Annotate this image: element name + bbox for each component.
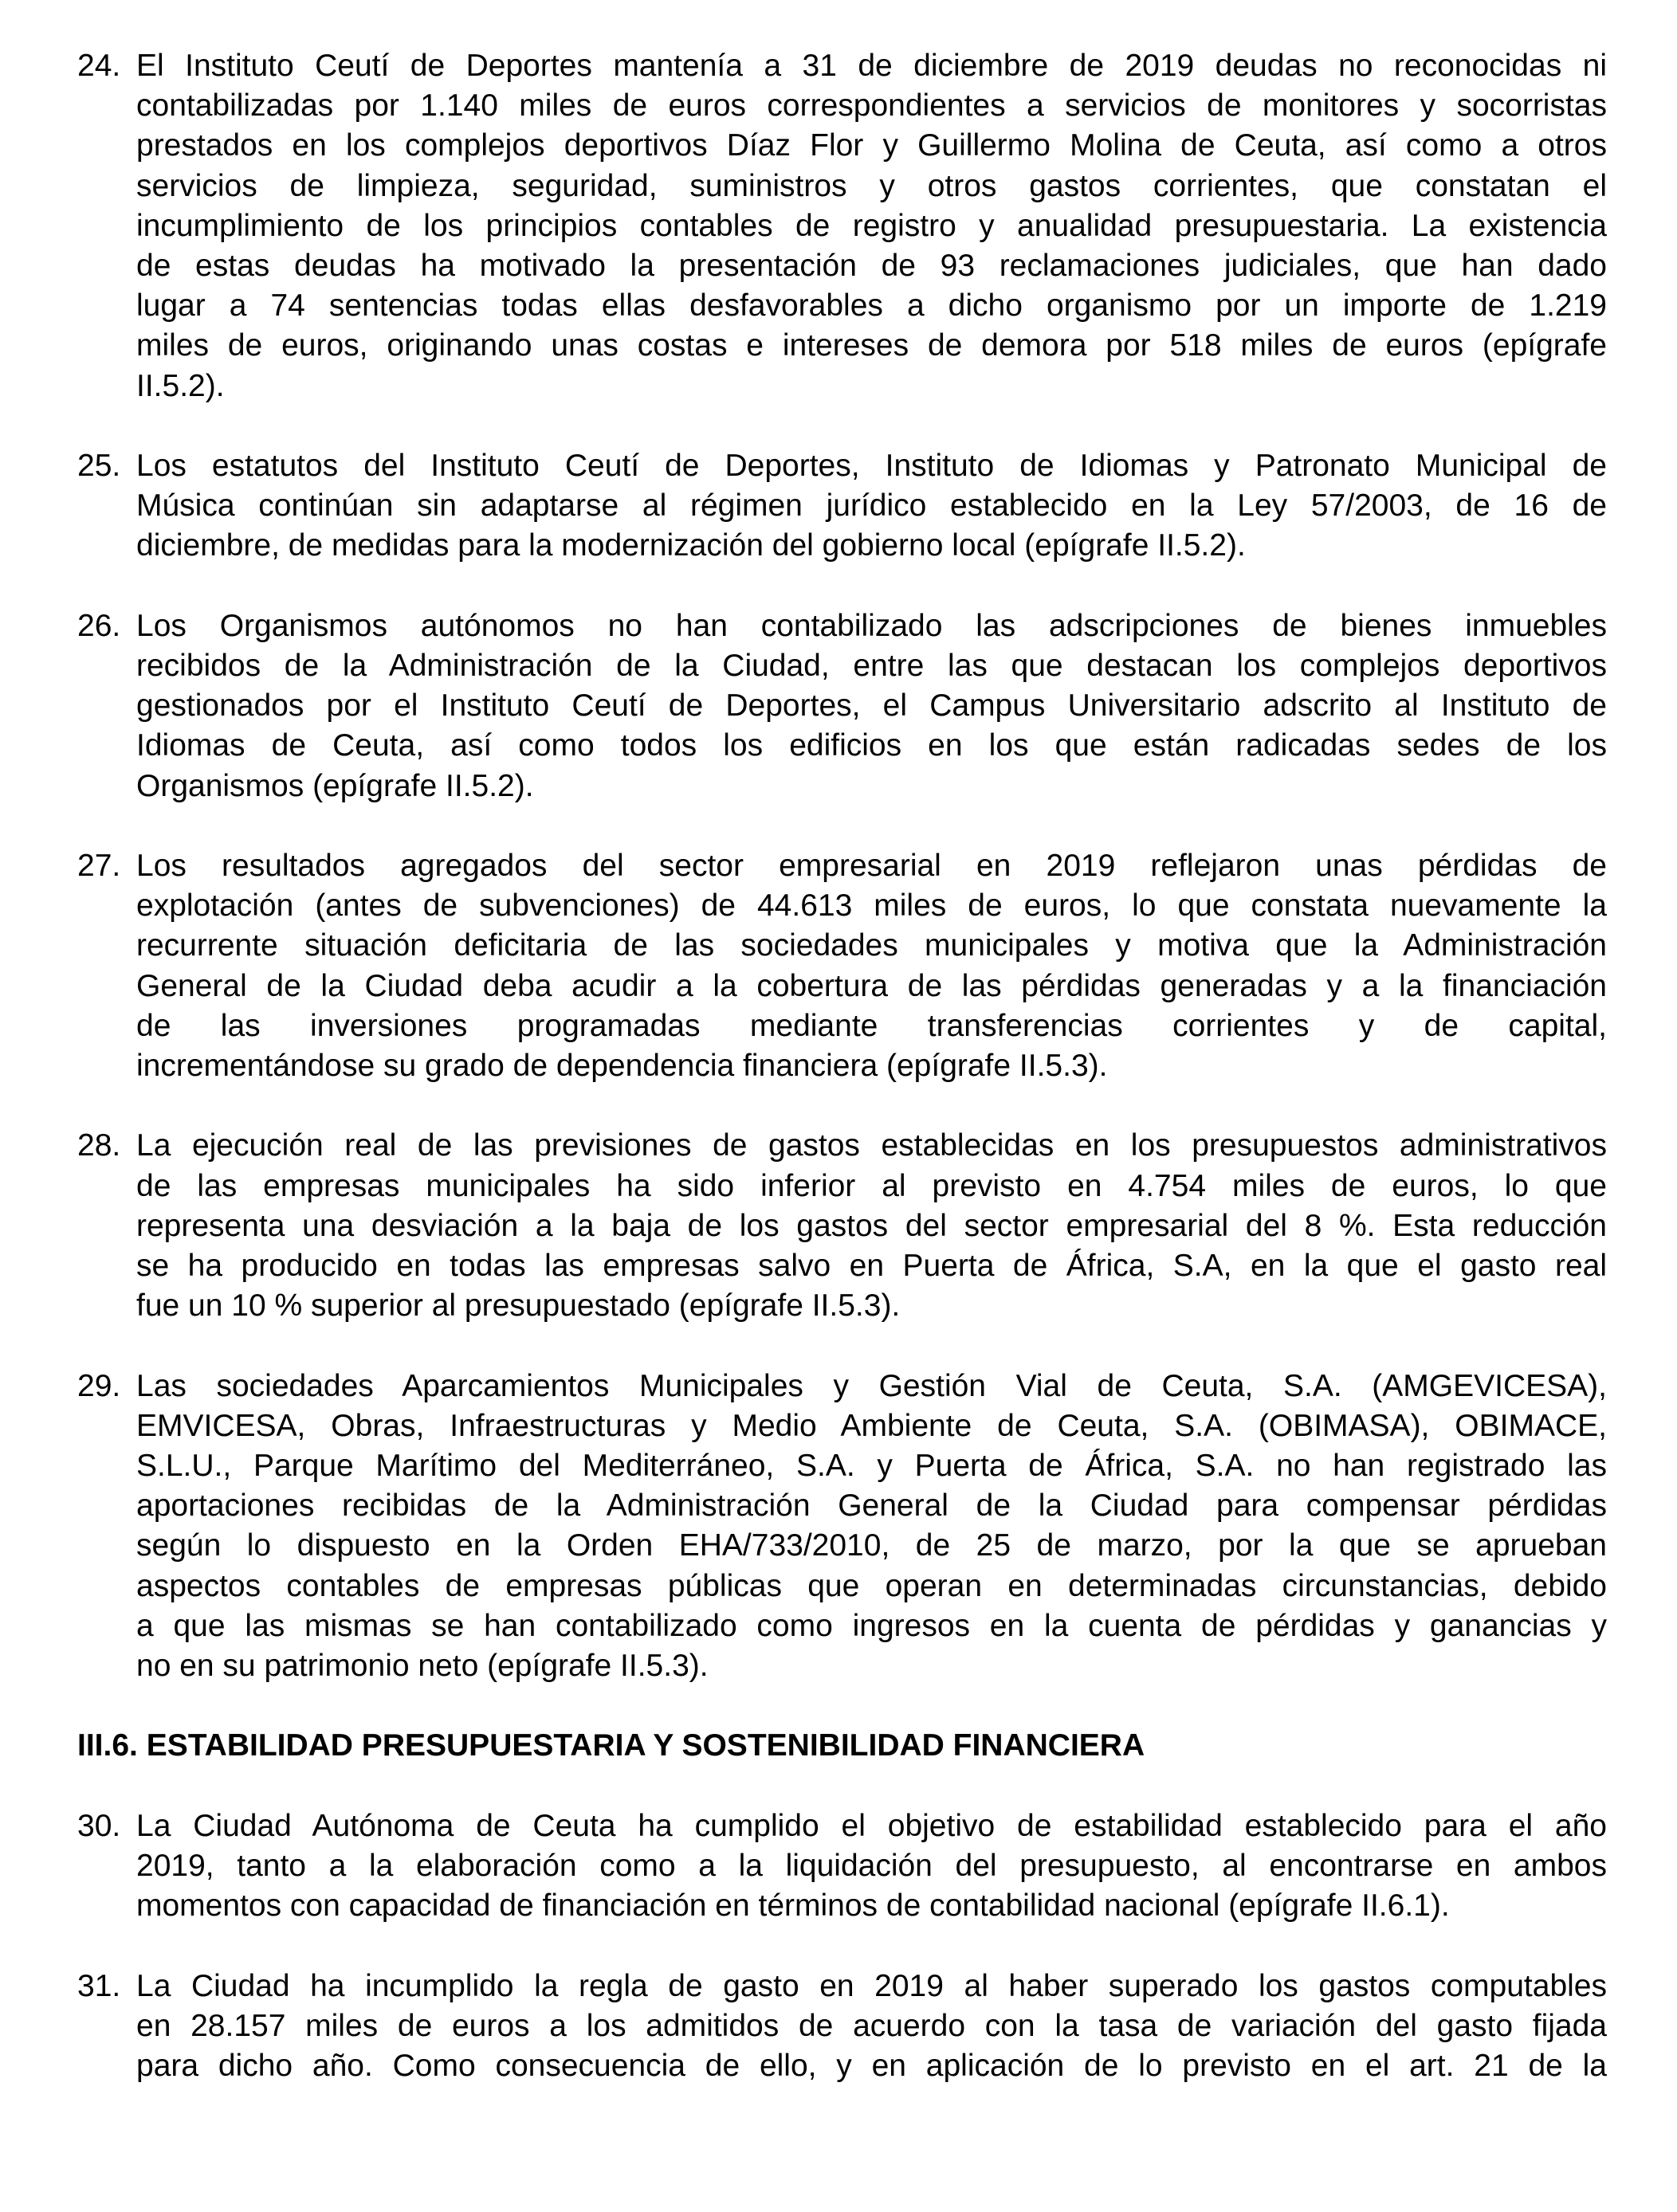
text-line: en 28.157 miles de euros a los admitidos de acuerdo con la tasa de variación del gasto fijada	[136, 2008, 1607, 2043]
finding-item	[77, 846, 1607, 1086]
findings-list	[77, 46, 1607, 1686]
text-line: Idiomas de Ceuta, así como todos los edificios en los que están radicadas sedes de los	[136, 728, 1607, 763]
finding-text	[136, 1806, 1607, 1927]
finding-item	[77, 1967, 1607, 2087]
finding-text	[136, 1967, 1607, 2087]
finding-text	[136, 1367, 1607, 1687]
text-line: representa una desviación a la baja de los gastos del sector empresarial del 8 %. Esta reducción	[136, 1208, 1607, 1243]
text-line: explotación (antes de subvenciones) de 44.613 miles de euros, lo que constata nuevamente la	[136, 888, 1607, 924]
text-line: incumplimiento de los principios contables de registro y anualidad presupuestaria. La existencia	[136, 208, 1607, 243]
finding-number: 28.	[77, 1128, 121, 1163]
finding-item	[77, 446, 1607, 567]
finding-item	[77, 606, 1607, 806]
text-line: EMVICESA, Obras, Infraestructuras y Medio Ambiente de Ceuta, S.A. (OBIMASA), OBIMACE,	[136, 1408, 1607, 1443]
finding-item	[77, 1126, 1607, 1326]
finding-number: 25.	[77, 449, 121, 484]
finding-item	[77, 46, 1607, 406]
text-line: Los resultados agregados del sector empresarial en 2019 reflejaron unas pérdidas de	[136, 849, 1607, 884]
text-line: General de la Ciudad deba acudir a la cobertura de las pérdidas generadas y a la financiación	[136, 968, 1607, 1003]
text-line: contabilizadas por 1.140 miles de euros correspondientes a servicios de monitores y socorristas	[136, 88, 1607, 124]
text-line: de las empresas municipales ha sido inferior al previsto en 4.754 miles de euros, lo que	[136, 1168, 1607, 1203]
finding-number: 26.	[77, 608, 121, 643]
text-line: recibidos de la Administración de la Ciudad, entre las que destacan los complejos deportivos	[136, 649, 1607, 684]
text-line: fue un 10 % superior al presupuestado (epígrafe II.5.3).	[136, 1288, 901, 1324]
text-line: S.L.U., Parque Marítimo del Mediterráneo, S.A. y Puerta de África, S.A. no han registrado las	[136, 1449, 1607, 1484]
text-line: diciembre, de medidas para la modernización del gobierno local (epígrafe II.5.2).	[136, 528, 1246, 563]
finding-item	[77, 1806, 1607, 1927]
text-line: aspectos contables de empresas públicas que operan en determinadas circunstancias, debido	[136, 1568, 1607, 1603]
text-line: de estas deudas ha motivado la presentación de 93 reclamaciones judiciales, que han dado	[136, 249, 1607, 284]
finding-number: 24.	[77, 49, 121, 83]
text-line: II.5.2).	[136, 368, 225, 403]
text-line: El Instituto Ceutí de Deportes mantenía a 31 de diciembre de 2019 deudas no reconocidas ni	[136, 49, 1607, 83]
finding-item	[77, 1367, 1607, 1687]
finding-number: 31.	[77, 1968, 121, 2003]
finding-number: 29.	[77, 1368, 121, 1403]
text-line: según lo dispuesto en la Orden EHA/733/2010, de 25 de marzo, por la que se aprueban	[136, 1528, 1607, 1563]
text-line: Música continúan sin adaptarse al régimen jurídico establecido en la Ley 57/2003, de 16 de	[136, 488, 1607, 524]
text-line: 2019, tanto a la elaboración como a la liquidación del presupuesto, al encontrarse en ambos	[136, 1849, 1607, 1884]
section-heading: III.6. ESTABILIDAD PRESUPUESTARIA Y SOSTENIBILIDAD FINANCIERA	[77, 1728, 1145, 1763]
text-line: se ha producido en todas las empresas salvo en Puerta de África, S.A, en la que el gasto real	[136, 1249, 1607, 1284]
text-line: Las sociedades Aparcamientos Municipales y Gestión Vial de Ceuta, S.A. (AMGEVICESA),	[136, 1368, 1607, 1403]
text-line: gestionados por el Instituto Ceutí de Deportes, el Campus Universitario adscrito al Instituto de	[136, 688, 1607, 724]
text-line: para dicho año. Como consecuencia de ello, y en aplicación de lo previsto en el art. 21 de la	[136, 2049, 1607, 2084]
text-line: a que las mismas se han contabilizado como ingresos en la cuenta de pérdidas y ganancias y	[136, 1608, 1607, 1643]
text-line: no en su patrimonio neto (epígrafe II.5.3).	[136, 1649, 709, 1684]
finding-text	[136, 46, 1607, 406]
document-page	[77, 46, 1607, 2126]
findings-list	[77, 1806, 1607, 2086]
finding-text	[136, 446, 1607, 567]
text-line: Organismos (epígrafe II.5.2).	[136, 768, 534, 803]
text-line: servicios de limpieza, seguridad, suministros y otros gastos corrientes, que constatan el	[136, 168, 1607, 203]
text-line: recurrente situación deficitaria de las sociedades municipales y motiva que la Administración	[136, 928, 1607, 963]
text-line: de las inversiones programadas mediante transferencias corrientes y de capital,	[136, 1008, 1607, 1043]
finding-text	[136, 1126, 1607, 1326]
text-line: Los Organismos autónomos no han contabilizado las adscripciones de bienes inmuebles	[136, 608, 1607, 643]
text-line: lugar a 74 sentencias todas ellas desfavorables a dicho organismo por un importe de 1.219	[136, 288, 1607, 324]
finding-text	[136, 846, 1607, 1086]
text-line: La ejecución real de las previsiones de gastos establecidas en los presupuestos administrativos	[136, 1128, 1607, 1163]
text-line: La Ciudad ha incumplido la regla de gasto en 2019 al haber superado los gastos computables	[136, 1968, 1607, 2003]
text-line: incrementándose su grado de dependencia financiera (epígrafe II.5.3).	[136, 1049, 1108, 1084]
finding-number: 30.	[77, 1808, 121, 1843]
text-line: miles de euros, originando unas costas e intereses de demora por 518 miles de euros (epígrafe	[136, 328, 1607, 363]
finding-number: 27.	[77, 849, 121, 884]
text-line: La Ciudad Autónoma de Ceuta ha cumplido el objetivo de estabilidad establecido para el año	[136, 1808, 1607, 1843]
text-line: Los estatutos del Instituto Ceutí de Deportes, Instituto de Idiomas y Patronato Municipal de	[136, 449, 1607, 484]
text-line: prestados en los complejos deportivos Díaz Flor y Guillermo Molina de Ceuta, así como a otros	[136, 128, 1607, 163]
finding-text	[136, 606, 1607, 806]
text-line: momentos con capacidad de financiación en términos de contabilidad nacional (epígrafe II.6.1).	[136, 1888, 1450, 1924]
text-line: aportaciones recibidas de la Administración General de la Ciudad para compensar pérdidas	[136, 1488, 1607, 1524]
